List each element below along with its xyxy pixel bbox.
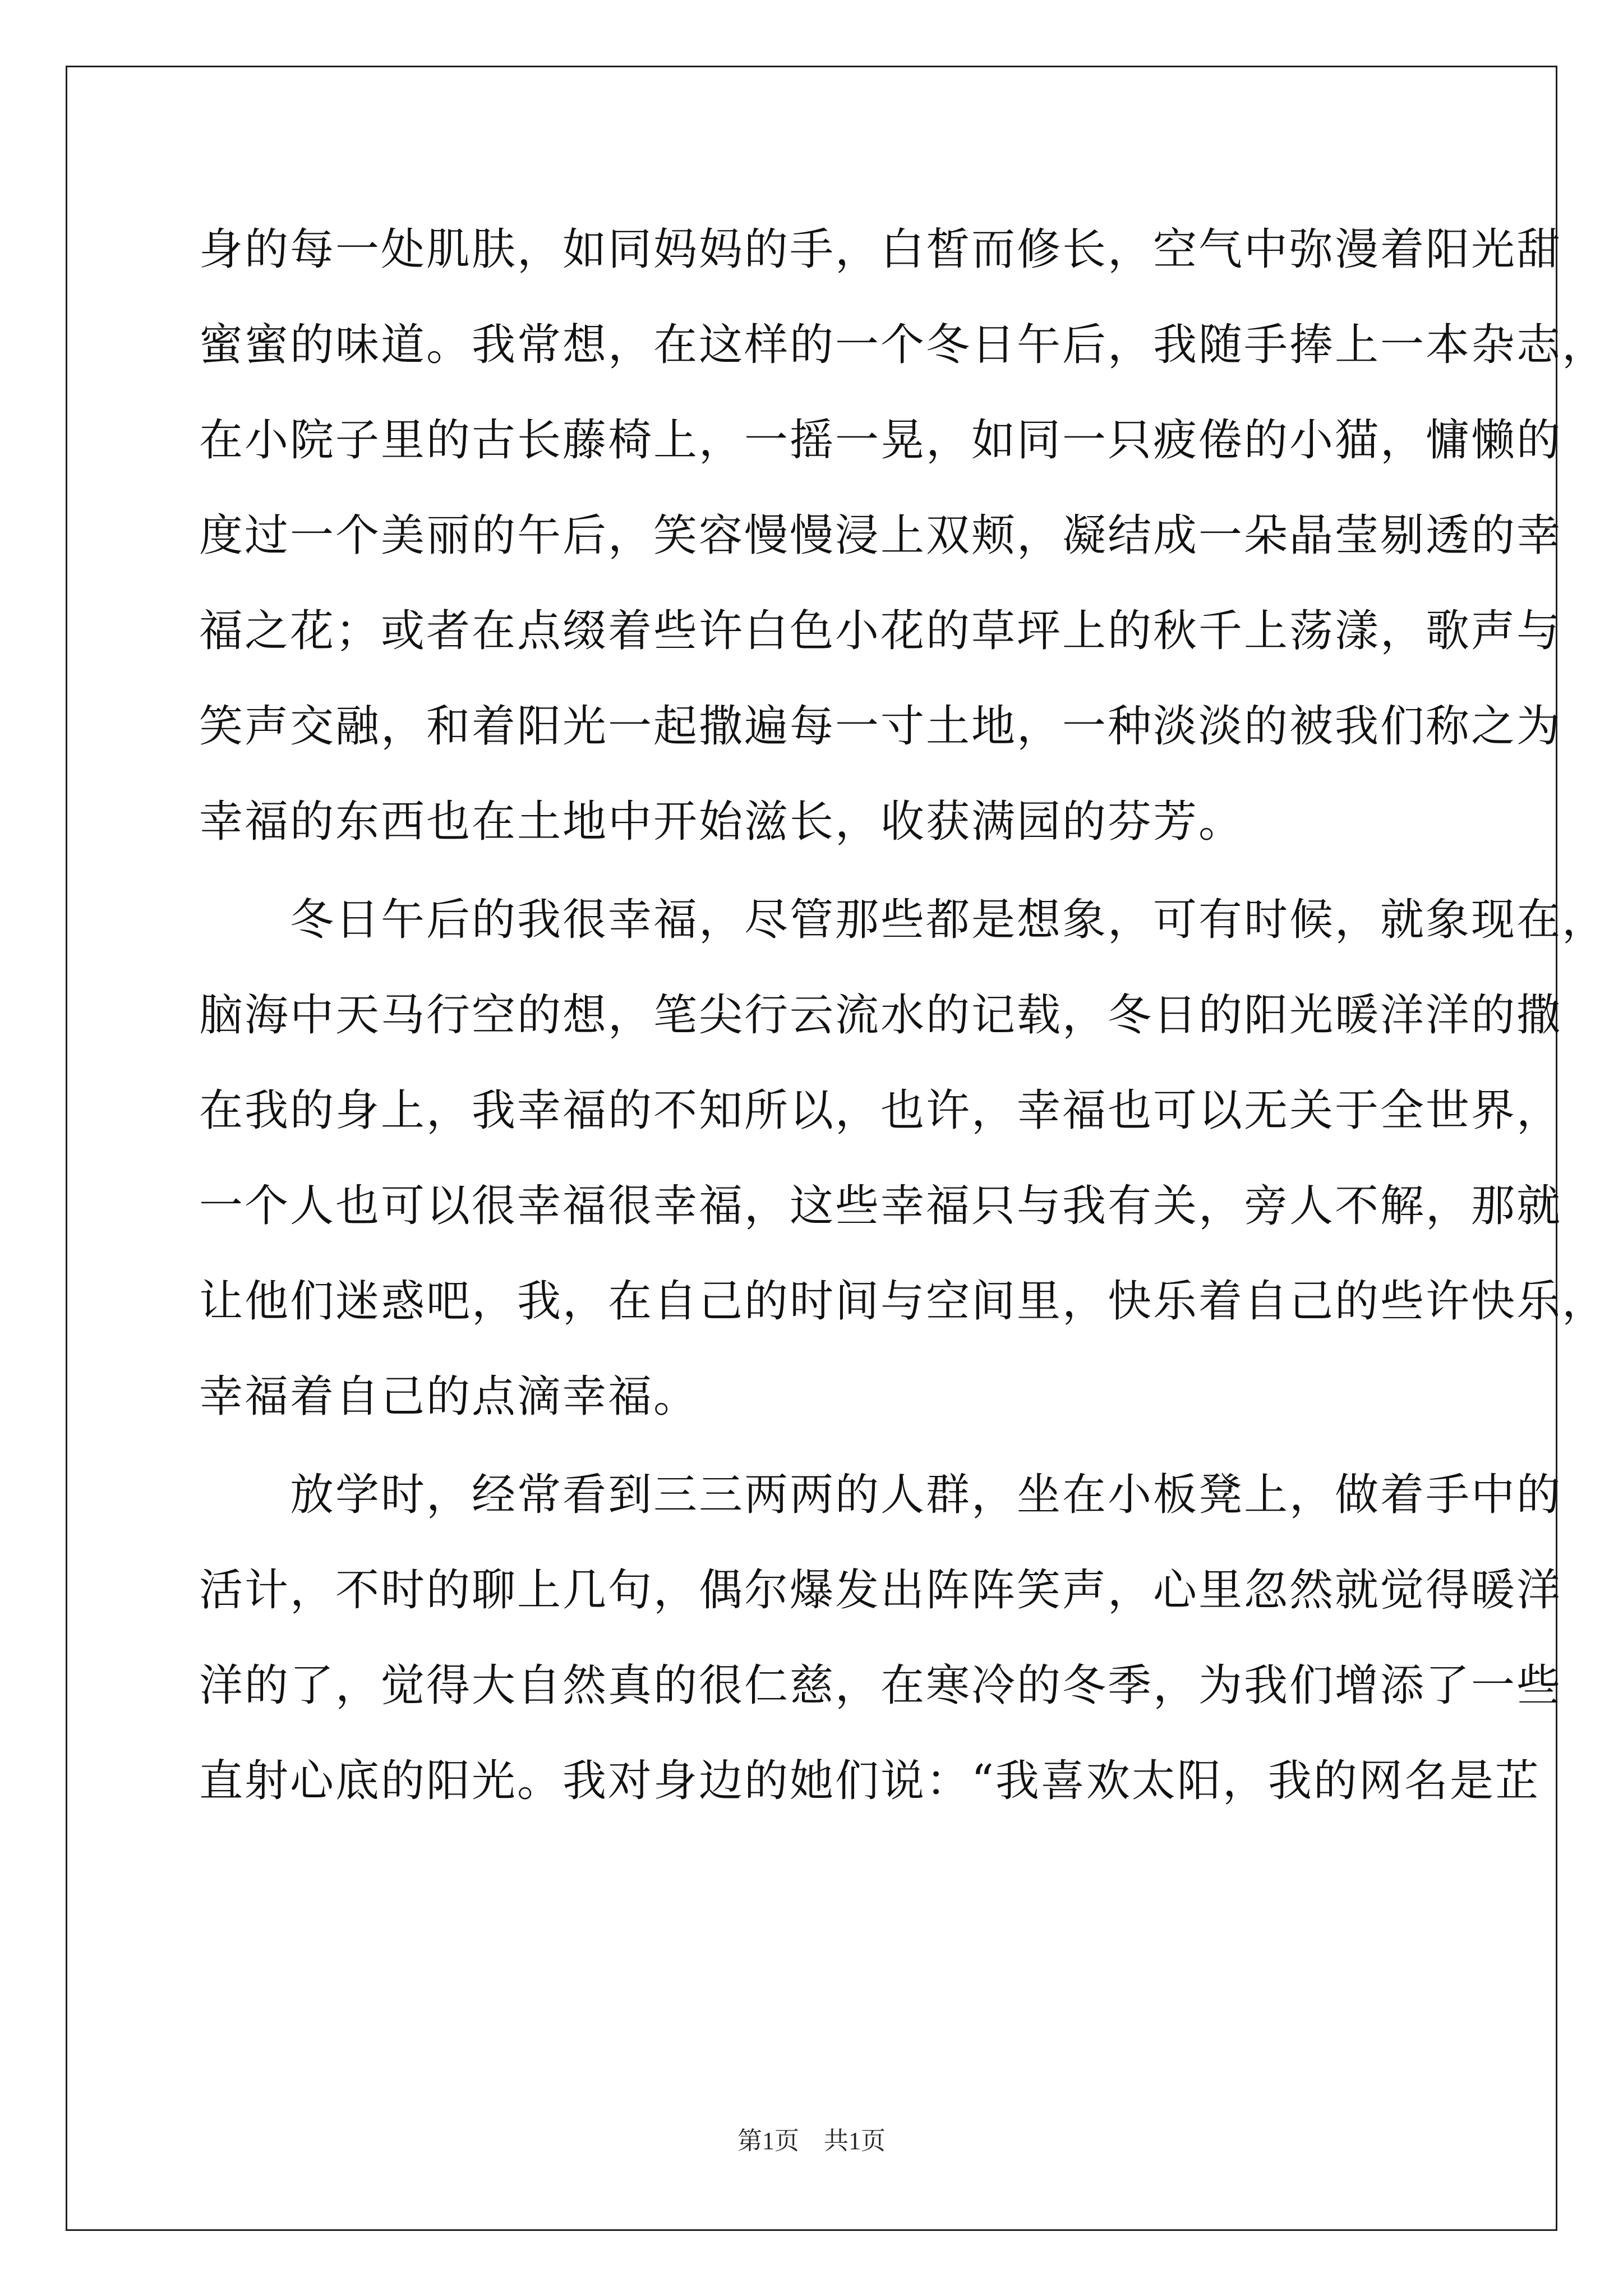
page-footer: 第1页 共1页 <box>737 2127 886 2155</box>
text-line: 洋的了，觉得大自然真的很仁慈，在寒冷的冬季，为我们增添了一些 <box>199 1660 1562 1711</box>
text-line: 活计，不时的聊上几句，偶尔爆发出阵阵笑声，心里忽然就觉得暖洋 <box>199 1565 1562 1616</box>
text-line: 放学时，经常看到三三两两的人群，坐在小板凳上，做着手中的 <box>199 1470 1562 1520</box>
text-line: 笑声交融，和着阳光一起撒遍每一寸土地，一种淡淡的被我们称之为 <box>199 701 1562 752</box>
text-line: 一个人也可以很幸福很幸福，这些幸福只与我有关，旁人不解，那就 <box>199 1181 1562 1231</box>
text-line: 直射心底的阳光。我对身边的她们说：“我喜欢太阳，我的网名是芷 <box>199 1756 1541 1806</box>
text-line: 幸福的东西也在土地中开始滋长，收获满园的芬芳。 <box>199 797 1244 847</box>
page-border <box>66 66 1557 2231</box>
text-line: 度过一个美丽的午后，笑容慢慢浸上双颊，凝结成一朵晶莹剔透的幸 <box>199 510 1562 561</box>
text-line: 蜜蜜的味道。我常想，在这样的一个冬日午后，我随手捧上一本杂志， <box>199 320 1608 370</box>
text-line: 幸福着自己的点滴幸福。 <box>199 1372 699 1422</box>
text-line: 让他们迷惑吧，我，在自己的时间与空间里，快乐着自己的些许快乐， <box>199 1276 1608 1327</box>
text-line: 在小院子里的古长藤椅上，一摇一晃，如同一只疲倦的小猫，慵懒的 <box>199 415 1562 466</box>
text-line: 福之花；或者在点缀着些许白色小花的草坪上的秋千上荡漾，歌声与 <box>199 606 1562 656</box>
text-line: 在我的身上，我幸福的不知所以，也许，幸福也可以无关于全世界， <box>199 1085 1562 1136</box>
text-line: 身的每一处肌肤，如同妈妈的手，白皙而修长，空气中弥漫着阳光甜 <box>199 224 1562 275</box>
text-line: 冬日午后的我很幸福，尽管那些都是想象，可有时候，就象现在， <box>199 895 1608 945</box>
text-line: 脑海中天马行空的想，笔尖行云流水的记载，冬日的阳光暖洋洋的撒 <box>199 990 1562 1041</box>
